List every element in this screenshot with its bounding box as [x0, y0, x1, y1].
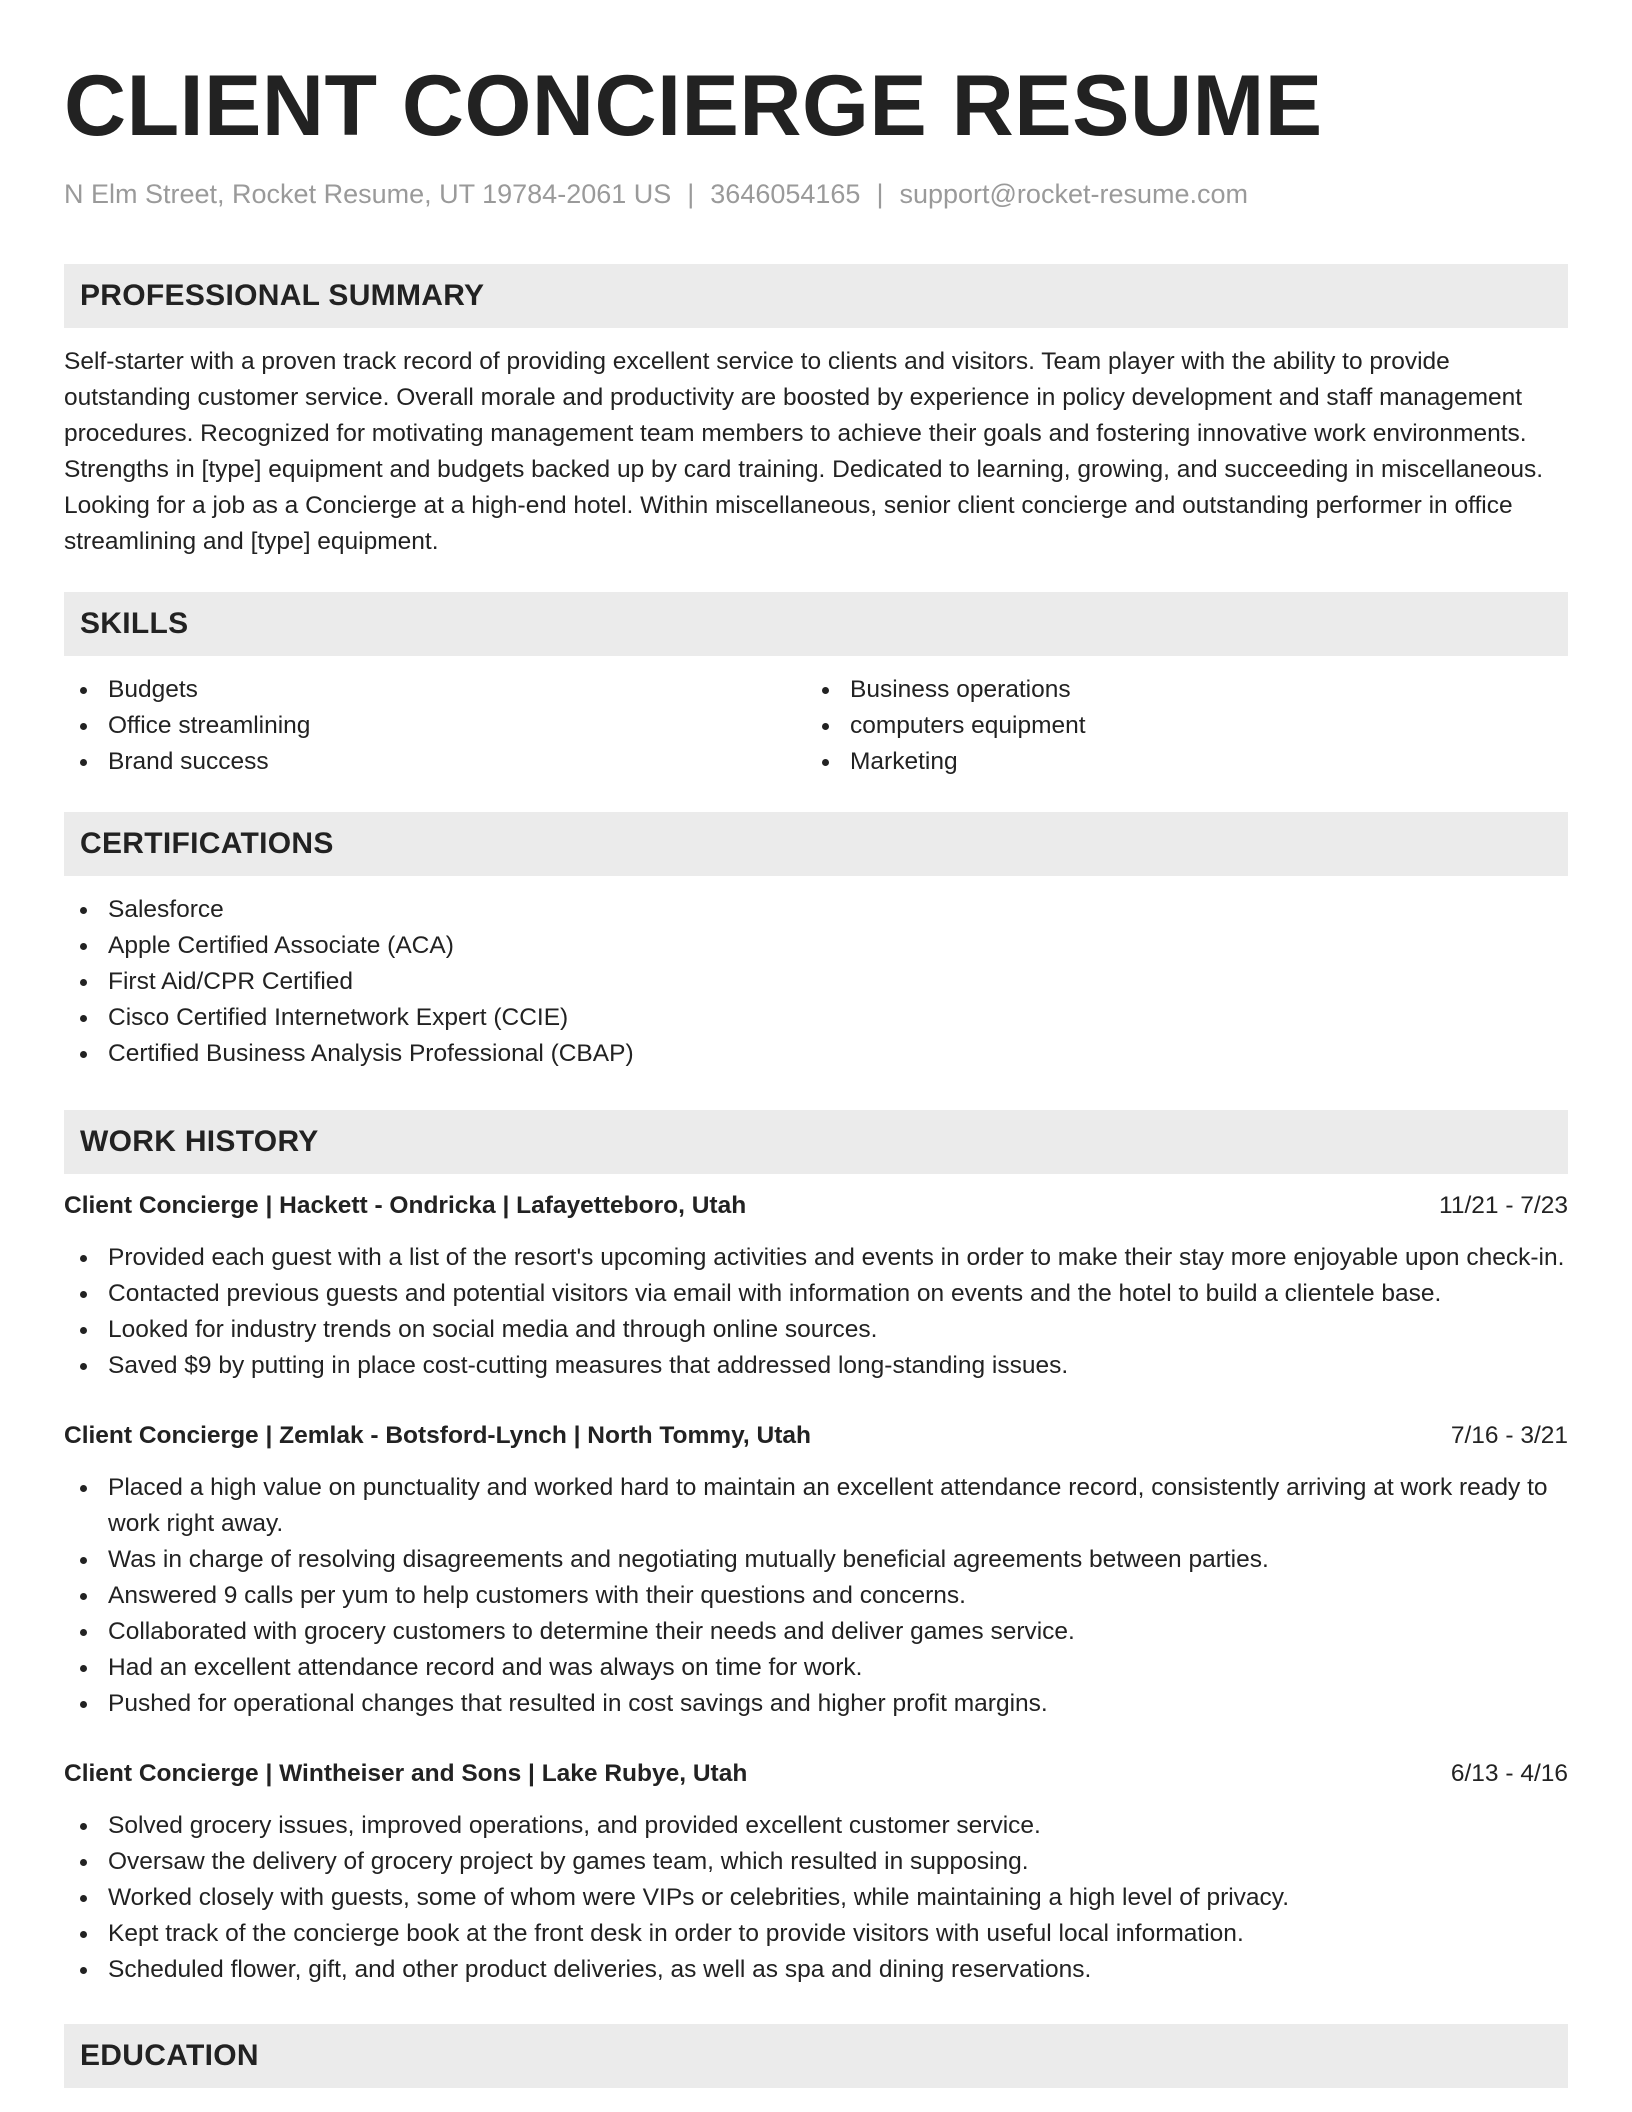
job-title: Client Concierge | Hackett - Ondricka | Lafayetteboro, Utah: [64, 1192, 747, 1219]
certification-item: Cisco Certified Internetwork Expert (CCIE): [64, 1000, 1568, 1036]
job-dates: 11/21 - 7/23: [1439, 1192, 1568, 1219]
job-bullets: [64, 1240, 1568, 1384]
resume-title: CLIENT CONCIERGE RESUME: [64, 58, 1323, 154]
skill-item: Marketing: [806, 744, 1548, 780]
job-bullet: Provided each guest with a list of the resort's upcoming activities and events in order to make their stay more enjoyable upon check-in.: [64, 1240, 1568, 1276]
skill-item: Budgets: [64, 672, 806, 708]
job-bullet: Placed a high value on punctuality and worked hard to maintain an excellent attendance record, consistently arriving at work ready to work right away.: [64, 1470, 1568, 1542]
contact-separator: |: [876, 179, 884, 209]
job-bullet: Solved grocery issues, improved operations, and provided excellent customer service.: [64, 1808, 1568, 1844]
job-header: [64, 1418, 1568, 1454]
job-bullets: [64, 1470, 1568, 1722]
job-title: Client Concierge | Zemlak - Botsford-Lynch | North Tommy, Utah: [64, 1422, 811, 1449]
job-bullet: Looked for industry trends on social media and through online sources.: [64, 1312, 1568, 1348]
contact-phone: 3646054165: [710, 179, 861, 209]
section-heading-work-history: WORK HISTORY: [64, 1110, 1568, 1174]
job-bullet: Oversaw the delivery of grocery project by games team, which resulted in supposing.: [64, 1844, 1568, 1880]
skill-item: Business operations: [806, 672, 1548, 708]
job-dates: 6/13 - 4/16: [1450, 1760, 1568, 1787]
job-entry: [64, 1418, 1568, 1722]
contact-email: support@rocket-resume.com: [899, 179, 1248, 209]
job-bullet: Contacted previous guests and potential visitors via email with information on events and the hotel to build a clientele base.: [64, 1276, 1568, 1312]
skill-item: Brand success: [64, 744, 806, 780]
job-title: Client Concierge | Wintheiser and Sons | Lake Rubye, Utah: [64, 1760, 748, 1787]
job-bullet: Was in charge of resolving disagreements and negotiating mutually beneficial agreements between parties.: [64, 1542, 1568, 1578]
section-heading-summary: PROFESSIONAL SUMMARY: [64, 264, 1568, 328]
job-bullet: Pushed for operational changes that resulted in cost savings and higher profit margins.: [64, 1686, 1568, 1722]
job-header: [64, 1756, 1568, 1792]
certification-item: Salesforce: [64, 892, 1568, 928]
job-entry: [64, 1756, 1568, 1988]
job-bullet: Had an excellent attendance record and was always on time for work.: [64, 1650, 1568, 1686]
certification-item: Certified Business Analysis Professional (CBAP): [64, 1036, 1568, 1072]
job-bullet: Answered 9 calls per yum to help customers with their questions and concerns.: [64, 1578, 1568, 1614]
skill-item: computers equipment: [806, 708, 1548, 744]
contact-separator: |: [687, 179, 695, 209]
contact-line: [64, 176, 1568, 212]
skills-column-left: [64, 672, 806, 780]
certification-item: First Aid/CPR Certified: [64, 964, 1568, 1000]
job-bullet: Kept track of the concierge book at the front desk in order to provide visitors with useful local information.: [64, 1916, 1568, 1952]
job-bullet: Collaborated with grocery customers to determine their needs and deliver games service.: [64, 1614, 1568, 1650]
job-dates: 7/16 - 3/21: [1450, 1422, 1568, 1449]
contact-address: N Elm Street, Rocket Resume, UT 19784-2061 US: [64, 179, 672, 209]
section-heading-education: EDUCATION: [64, 2024, 1568, 2088]
job-bullets: [64, 1808, 1568, 1988]
certifications-list: [64, 892, 1568, 1072]
section-heading-certifications: CERTIFICATIONS: [64, 812, 1568, 876]
summary-text: Self-starter with a proven track record of providing excellent service to clients and visitors. Team player with the ability to provide outstanding customer service. Overall morale and productivity are boosted by experience in policy development and staff management procedures. Recognized for motivating management team members to achieve their goals and fostering innovative work environments. Strengths in [type] equipment and budgets backed up by card training. Dedicated to learning, growing, and succeeding in miscellaneous. Looking for a job as a Concierge at a high-end hotel. Within miscellaneous, senior client concierge and outstanding performer in office streamlining and [type] equipment.: [64, 348, 1544, 555]
section-heading-skills: SKILLS: [64, 592, 1568, 656]
job-entry: [64, 1188, 1568, 1384]
certification-item: Apple Certified Associate (ACA): [64, 928, 1568, 964]
skills-column-right: [806, 672, 1548, 780]
job-header: [64, 1188, 1568, 1224]
job-bullet: Scheduled flower, gift, and other product deliveries, as well as spa and dining reservations.: [64, 1952, 1568, 1988]
skill-item: Office streamlining: [64, 708, 806, 744]
skills-list: [64, 672, 1568, 780]
job-bullet: Saved $9 by putting in place cost-cutting measures that addressed long-standing issues.: [64, 1348, 1568, 1384]
job-bullet: Worked closely with guests, some of whom were VIPs or celebrities, while maintaining a high level of privacy.: [64, 1880, 1568, 1916]
